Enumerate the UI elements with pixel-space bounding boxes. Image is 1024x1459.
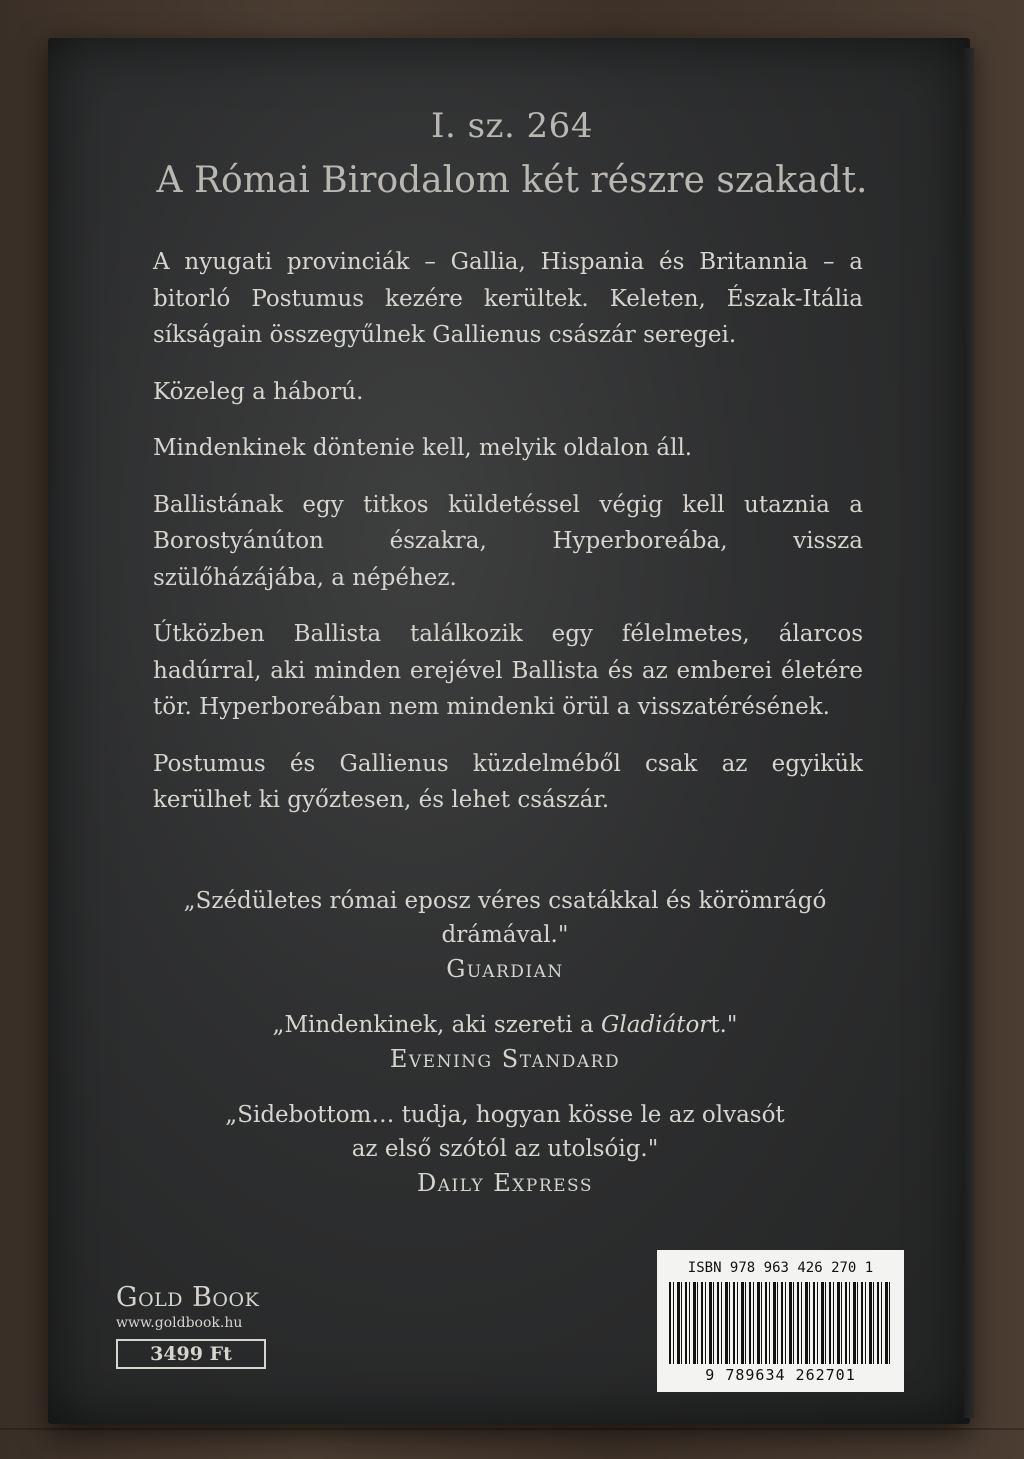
blurb-paragraph: Mindenkinek döntenie kell, melyik oldalon áll. [153,435,693,461]
publisher-name: Gold Book [116,1282,260,1313]
quote-text: az első szótól az utolsóig." [351,1136,659,1162]
cover-headline: A Római Birodalom két részre szakadt. [156,160,868,201]
publisher-url: www.goldbook.hu [116,1315,243,1331]
floor-line [0,1428,1024,1430]
blurb-paragraph: Közeleg a háború. [153,378,364,405]
quote-source: Guardian [446,955,564,983]
quote-text: „Sidebottom… tudja, hogyan kösse le az olvasót [225,1102,785,1128]
blurb-paragraph: Ballistának egy titkos küldetéssel végig kell utaznia a Borostyánúton északra, Hyperboreába, vissza szülőházájába, a népéhez. [153,491,863,591]
publisher-block [116,1282,266,1369]
review-quote [120,1098,890,1200]
price-box: 3499 Ft [116,1339,266,1369]
quote-prefix: „Mindenkinek, aki szereti a [272,1012,601,1038]
isbn-text: ISBN 978 963 426 270 1 [687,1260,874,1276]
quote-source: Daily Express [416,1169,594,1197]
cover-date: I. sz. 264 [431,106,593,146]
quote-text: „Szédületes római eposz véres csatákkal és körömrágó drámával." [183,888,827,948]
quote-text [120,1008,890,1042]
blurb-paragraph: A nyugati provinciák – Gallia, Hispania és Britannia – a bitorló Postumus kezére kerültek. Keleten, Észak-Itália síkságain összegyűlnek Gallienus császár seregei. [153,249,863,348]
quote-suffix: t." [710,1012,738,1038]
review-quotes [120,884,890,1222]
review-quote [120,884,890,986]
blurb-paragraph: Útközben Ballista találkozik egy félelmetes, álarcos hadúrral, aki minden erejével Ballista és az emberei életére tör. Hyperboreában nem mindenki örül a visszatérésének. [153,621,863,720]
barcode-digits: 9 789634 262701 [705,1366,856,1384]
barcode-label [657,1250,904,1392]
blurb-paragraph: Postumus és Gallienus küzdelméből csak az egyikük kerülhet ki győztesen, és lehet császár. [153,750,863,813]
quote-source: Evening Standard [389,1045,621,1073]
book-edge [964,48,974,1418]
blurb [153,244,863,839]
barcode-icon [669,1282,892,1364]
quote-title-italic: Gladiátor [600,1012,711,1038]
review-quote [120,1008,890,1076]
